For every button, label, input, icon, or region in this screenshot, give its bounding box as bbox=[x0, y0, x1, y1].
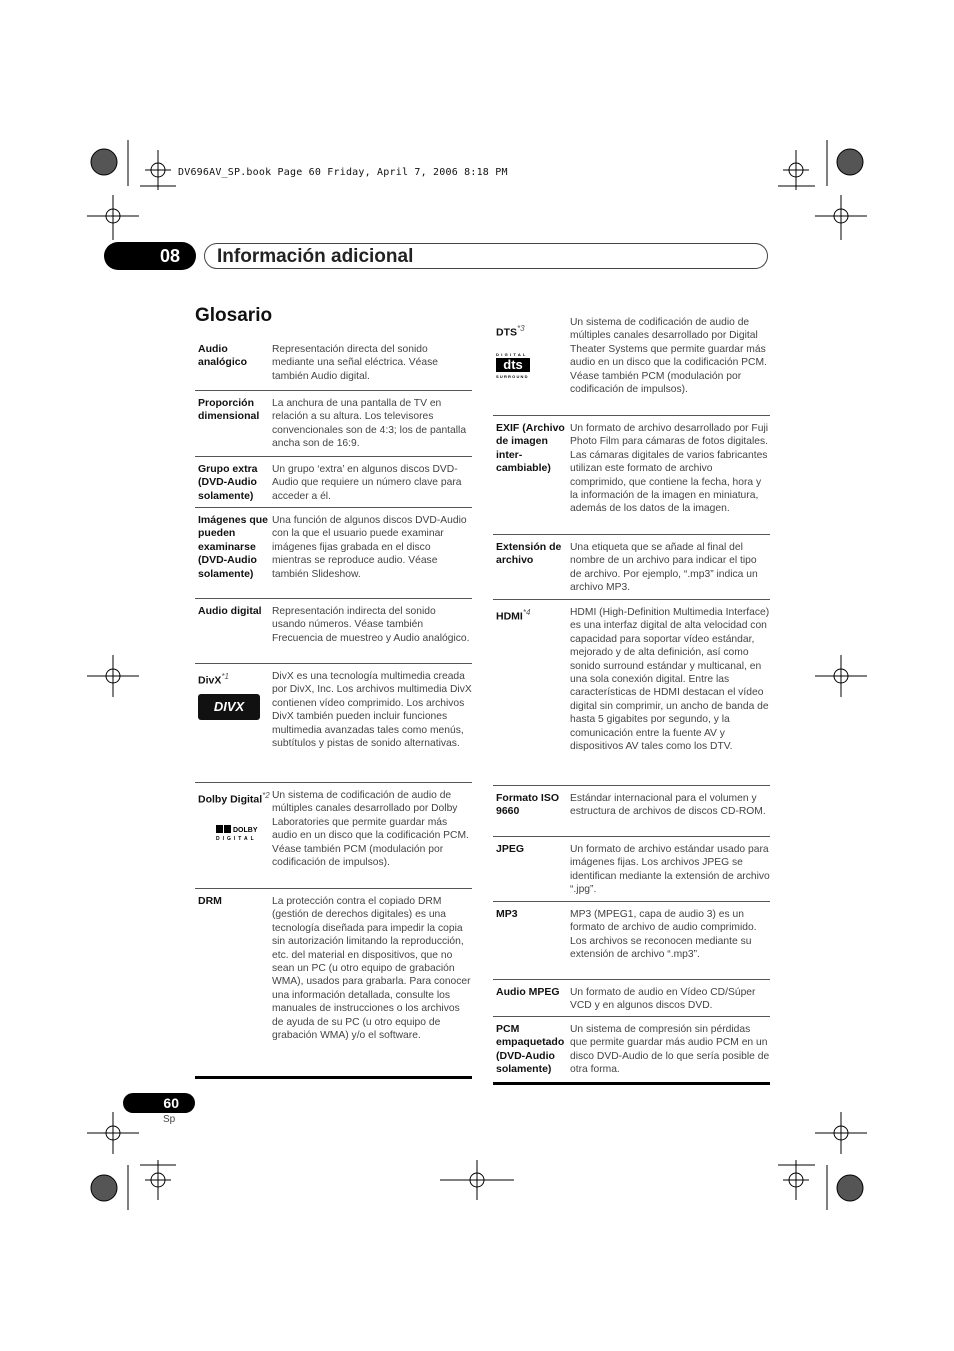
glossary-term: Grupo extra (DVD-Audio solamente) bbox=[198, 463, 258, 502]
dts-logo-text: dts bbox=[503, 356, 523, 372]
divx-logo: DIVX bbox=[198, 694, 260, 720]
page-number: 60 bbox=[123, 1093, 195, 1113]
glossary-entry bbox=[493, 902, 770, 980]
glossary-definition: Un sistema de compresión sin pérdidas que permite guardar más audio PCM en un disco DVD-Audio de lo que sería posible de otra forma. bbox=[570, 1024, 770, 1076]
footnote-marker: *3 bbox=[517, 324, 525, 333]
dolby-logo-subtext: DIGITAL bbox=[216, 835, 257, 841]
dts-logo-mark bbox=[496, 350, 536, 380]
glossary-definition: HDMI (High-Definition Multimedia Interface) es una interfaz digital de alta velocidad con capacidad para soportar vídeo estándar, mejorado y de alta definición, así como sonido surround estándar y multicanal, en una sola conexión digital. Entre las características de HDMI destacan el vídeo digital sin comprimir, un ancho de banda de hasta 5 gigabites por segundo, y la comunicación entre la fuente AV y dispositivos AV tales como los DTV. bbox=[570, 607, 770, 753]
dolby-digital-logo bbox=[216, 825, 260, 845]
glossary-term: EXIF (Archivo de imagen inter-cambiable) bbox=[496, 422, 565, 475]
glossary-definition: Estándar internacional para el volumen y estructura de archivos de discos CD-ROM. bbox=[570, 793, 766, 818]
print-info-line: DV696AV_SP.book Page 60 Friday, April 7, 2006 8:18 PM bbox=[178, 167, 508, 178]
chapter-number: 08 bbox=[159, 246, 181, 266]
glossary-entry bbox=[195, 664, 472, 783]
glossary-term: Audio analógico bbox=[198, 343, 248, 369]
glossary-definition: Un formato de archivo estándar usado para imágenes fijas. Los archivos JPEG se identifican mediante la extensión de archivo “.jpg”. bbox=[570, 844, 770, 896]
glossary-definition: La anchura de una pantalla de TV en relación a su altura. Los televisores convencionales son de 4:3; los de pantalla ancha son de 16:9. bbox=[272, 398, 467, 450]
glossary-term: Proporción dimensional bbox=[198, 397, 260, 423]
glossary-entry bbox=[195, 457, 472, 508]
footnote-marker: *4 bbox=[522, 608, 531, 617]
dts-logo bbox=[496, 350, 532, 378]
glossary-entry bbox=[493, 535, 770, 600]
glossary-definition: La protección contra el copiado DRM (gestión de derechos digitales) es una tecnología diseñada para impedir la copia sin autorización limitando la reproducción, etc. del material en dispositivos, que no sean un PC (u otro equipo de grabación WMA), usados para grabarla. Para conocer una información detallada, consulte los manuales de instrucciones o los archivos de ayuda de su PC (u otro equipo de grabación WMA) y/o el software. bbox=[272, 896, 471, 1042]
glossary-definition: Representación indirecta del sonido usando números. Véase también Frecuencia de muestreo y Audio analógico. bbox=[272, 606, 470, 644]
glossary-definition: MP3 (MPEG1, capa de audio 3) es un formato de archivo de audio comprimido. Los archivos se reconocen mediante su extensión de archivo “.mp3”. bbox=[570, 909, 757, 961]
glossary-definition: DivX es una tecnología multimedia creada por DivX, Inc. Los archivos multimedia DivX contienen vídeo comprimido. Los archivos DivX también pueden incluir funciones multimedia avanzadas tales como menús, subtítulos y pistas de sonido alternativas. bbox=[272, 671, 472, 750]
glossary-term: JPEG bbox=[496, 843, 525, 855]
footnote-marker: *1 bbox=[221, 672, 229, 681]
glossary-definition: Un formato de audio en Vídeo CD/Súper VCD y en algunos discos DVD. bbox=[570, 987, 756, 1012]
glossary-term: Imágenes que pueden examinarse (DVD-Audio solamente) bbox=[198, 514, 269, 580]
glossary-entry bbox=[195, 337, 472, 391]
column-end-rule bbox=[195, 1076, 472, 1079]
glossary-term-cell bbox=[493, 316, 570, 407]
glossary-term: HDMI bbox=[496, 610, 523, 623]
glossary-right-column bbox=[493, 310, 770, 1085]
dolby-logo-mark bbox=[216, 825, 260, 841]
glossary-entry bbox=[195, 889, 472, 1076]
chapter-title: Información adicional bbox=[204, 243, 768, 269]
glossary-term: Dolby Digital bbox=[198, 793, 263, 806]
dts-logo-toptext: DIGITAL bbox=[496, 351, 528, 357]
glossary-entry bbox=[195, 599, 472, 664]
glossary-term: MP3 bbox=[496, 908, 518, 920]
footnote-marker: *2 bbox=[262, 791, 270, 800]
glossary-term-cell bbox=[195, 670, 272, 774]
glossary-term: PCM empaquetado (DVD-Audio solamente) bbox=[496, 1023, 565, 1076]
chapter-number-badge bbox=[104, 242, 196, 270]
glossary-term: Audio digital bbox=[198, 605, 262, 617]
glossary-definition: Un formato de archivo desarrollado por Fuji Photo Film para cámaras de fotos digitales. Las cámaras digitales de varios fabricantes utilizan este formato de archivo comprimido, que contiene la fecha, hora y la información de la imagen en miniatura, además de los datos de la imagen. bbox=[570, 423, 769, 515]
glossary-definition: Un sistema de codificación de audio de múltiples canales desarrollado por Digital Theater Systems que permite guardar más audio en un disco que la codificación PCM. Véase también PCM (modulación por codificación de impulsos). bbox=[570, 317, 767, 396]
glossary-entry bbox=[493, 416, 770, 535]
glossary-term: DivX bbox=[198, 674, 222, 687]
column-end-rule bbox=[493, 1082, 770, 1085]
glossary-term-cell bbox=[195, 789, 272, 880]
dts-logo-bottomtext: SURROUND bbox=[496, 373, 529, 379]
glossary-term: DTS bbox=[496, 326, 517, 339]
glossary-entry bbox=[195, 783, 472, 889]
section-title: Glosario bbox=[195, 305, 273, 326]
dolby-logo-text: DOLBY bbox=[233, 826, 258, 834]
glossary-definition: Una etiqueta que se añade al final del nombre de un archivo para indicar el tipo de archivo. Por ejemplo, “.mp3” indica un archivo MP3. bbox=[570, 542, 758, 594]
glossary-term: Formato ISO 9660 bbox=[496, 792, 560, 818]
glossary-term: DRM bbox=[198, 895, 222, 907]
glossary-term-cell bbox=[493, 606, 570, 777]
glossary-entry bbox=[493, 600, 770, 786]
glossary-entry bbox=[195, 508, 472, 599]
glossary-entry bbox=[493, 837, 770, 902]
glossary-definition: Un sistema de codificación de audio de múltiples canales desarrollado por Dolby Laboratories que permite guardar más audio en un disco que la codificación PCM. Véase también PCM (modulación por codificación de impulsos). bbox=[272, 790, 469, 869]
glossary-entry bbox=[493, 310, 770, 416]
glossary-definition: Un grupo ‘extra’ en algunos discos DVD-Audio que requiere un número clave para acceder a él. bbox=[272, 464, 462, 502]
glossary-entry bbox=[493, 786, 770, 837]
glossary-term: Audio MPEG bbox=[496, 986, 560, 998]
glossary-left-column bbox=[195, 337, 472, 1079]
page-language: Sp bbox=[163, 1114, 176, 1125]
glossary-entry bbox=[195, 391, 472, 457]
glossary-entry bbox=[493, 980, 770, 1017]
glossary-term: Extensión de archivo bbox=[496, 541, 562, 567]
glossary-definition: Representación directa del sonido mediante una señal eléctrica. Véase también Audio digital. bbox=[272, 344, 438, 382]
glossary-definition: Una función de algunos discos DVD-Audio con la que el usuario puede examinar imágenes fijas grabada en el disco mientras se reproduce audio. Véase también Slideshow. bbox=[272, 515, 467, 580]
glossary-entry bbox=[493, 1017, 770, 1082]
